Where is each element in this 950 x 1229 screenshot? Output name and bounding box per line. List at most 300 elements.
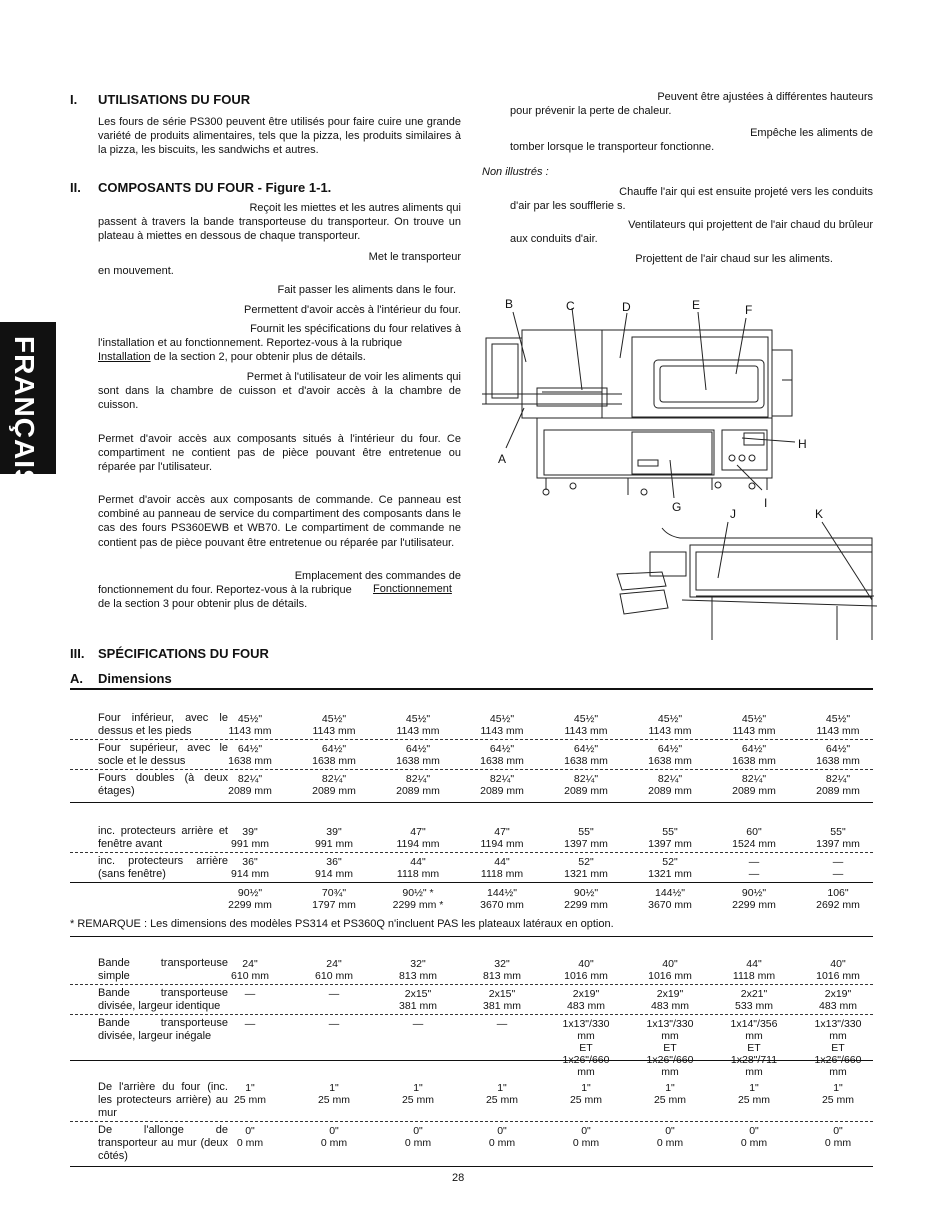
upper-oven-row-cell: [556, 743, 616, 767]
cell-value: 60": [746, 826, 762, 838]
cell-value: 45½": [489, 713, 515, 725]
cell-value: [220, 1030, 280, 1042]
split-equal-row-cell: [724, 988, 784, 1012]
length-cell: [556, 887, 616, 911]
dimensions-heading: [70, 671, 172, 686]
cell-value: 82¼": [321, 773, 347, 785]
cell-value: 1118 mm: [480, 868, 524, 880]
cell-value: —: [328, 988, 340, 1000]
figure-label-j: J: [730, 507, 736, 521]
split-unequal-row-cell: [220, 1018, 280, 1054]
component-compartment: [98, 432, 461, 475]
operation-link[interactable]: Fonctionnement: [373, 583, 452, 595]
section-2-title: COMPOSANTS DU FOUR - Figure 1-1.: [98, 180, 332, 195]
cell-value: 1143 mm: [480, 725, 524, 737]
figure-label-c: C: [566, 299, 575, 313]
cell-value: 0": [581, 1125, 591, 1137]
cell-value: 47": [494, 826, 510, 838]
cell-value: —: [244, 988, 256, 1000]
cell-value: 0 mm: [404, 1137, 432, 1149]
cell-value: ET: [747, 1042, 761, 1054]
split-unequal-row-label: Bande transporteuse divisée, largeur inégale: [98, 1017, 228, 1042]
row-divider: [70, 1121, 873, 1122]
cell-value: 3670 mm: [648, 899, 692, 911]
cell-value: 44": [746, 958, 762, 970]
depth-window-row-cell: [304, 826, 364, 850]
cell-value: 1524 mm: [732, 838, 776, 850]
dimensions-number: A.: [70, 671, 83, 686]
length-cell: [472, 887, 532, 911]
cell-value: 55": [830, 826, 846, 838]
length-cell: [808, 887, 868, 911]
split-equal-row-cell: [388, 988, 448, 1012]
operation-link-holder: [373, 583, 452, 595]
cell-value: 82¼": [825, 773, 851, 785]
split-unequal-row-cell: [724, 1018, 784, 1078]
cell-value: 45½": [741, 713, 767, 725]
cell-value: 0 mm: [236, 1137, 264, 1149]
component-text: sont dans la chambre de cuisson et d'avoir accès à la chambre de cuisson.: [98, 385, 461, 412]
double-oven-row-cell: [304, 773, 364, 797]
length-cell: [220, 887, 280, 911]
cell-value: 1143 mm: [396, 725, 440, 737]
depth-window-row-label: inc. protecteurs arrière et fenêtre avant: [98, 825, 228, 850]
lower-oven-row-label: Four inférieur, avec le dessus et les pieds: [98, 712, 228, 737]
rear-clearance-row-cell: [472, 1082, 532, 1106]
cell-value: 90½" *: [402, 887, 434, 899]
cell-value: [388, 1042, 448, 1054]
right-col-block-4: [510, 218, 873, 246]
right-text: Projettent de l'air chaud sur les aliments.: [635, 253, 833, 265]
lower-oven-row-cell: [808, 713, 868, 737]
cell-value: 1x26"/660 mm: [562, 1054, 610, 1078]
cell-value: 70¾": [321, 887, 347, 899]
rear-clearance-row-cell: [388, 1082, 448, 1106]
double-oven-row-cell: [808, 773, 868, 797]
table-top-rule: [70, 688, 873, 690]
cell-value: 36": [242, 856, 258, 868]
cell-value: 1397 mm: [648, 838, 692, 850]
cell-value: 0 mm: [656, 1137, 684, 1149]
cell-value: 1397 mm: [564, 838, 608, 850]
cell-value: —: [748, 868, 760, 880]
cell-value: 2299 mm: [732, 899, 776, 911]
conveyor-clearance-row-label: De l'allonge de transporteur au mur (deux côtés): [98, 1124, 228, 1162]
depth-window-row-cell: [724, 826, 784, 850]
cell-value: 45½": [573, 713, 599, 725]
split-unequal-row-cell: [640, 1018, 700, 1078]
upper-oven-row-cell: [472, 743, 532, 767]
component-text: de la section 3 pour obtenir plus de détails.: [98, 598, 308, 611]
remark-note: * REMARQUE : Les dimensions des modèles PS314 et PS360Q n'incluent PAS les plateaux latéraux en option.: [70, 918, 614, 930]
right-text: Chauffe l'air qui est ensuite projeté vers les conduits: [619, 186, 873, 198]
cell-value: 0": [497, 1125, 507, 1137]
figure-label-h: H: [798, 437, 807, 451]
cell-value: [388, 1030, 448, 1042]
cell-value: 45½": [657, 713, 683, 725]
split-equal-row-cell: [472, 988, 532, 1012]
depth-window-row-cell: [220, 826, 280, 850]
rear-clearance-row-cell: [640, 1082, 700, 1106]
cell-value: 64½": [489, 743, 515, 755]
cell-value: 64½": [657, 743, 683, 755]
cell-value: —: [244, 1018, 256, 1030]
depth-nowindow-row-cell: [808, 856, 868, 880]
cell-value: 1": [665, 1082, 675, 1094]
right-col-block-5: [510, 252, 833, 266]
cell-value: 2089 mm: [396, 785, 440, 797]
cell-value: 0": [245, 1125, 255, 1137]
cell-value: 45½": [405, 713, 431, 725]
cell-value: 1x28"/711 mm: [730, 1054, 778, 1078]
component-text: Fournit les spécifications du four relatives à: [250, 323, 461, 335]
upper-oven-row-cell: [388, 743, 448, 767]
cell-value: 1": [497, 1082, 507, 1094]
figure-label-b: B: [505, 297, 514, 311]
depth-window-row-cell: [472, 826, 532, 850]
cell-value: 1": [581, 1082, 591, 1094]
cell-value: 1143 mm: [564, 725, 608, 737]
cell-value: 1016 mm: [816, 970, 860, 982]
cell-value: 82¼": [573, 773, 599, 785]
cell-value: 1x14"/356 mm: [730, 1018, 778, 1042]
cell-value: [472, 1030, 532, 1042]
cell-value: 25 mm: [737, 1094, 771, 1106]
right-text: Ventilateurs qui projettent de l'air chaud du brûleur: [628, 219, 873, 231]
cell-value: 45½": [237, 713, 263, 725]
cell-value: 1638 mm: [816, 755, 860, 767]
single-belt-row-cell: [304, 958, 364, 982]
cell-value: 40": [662, 958, 678, 970]
cell-value: 64½": [825, 743, 851, 755]
cell-value: 483 mm: [567, 1000, 605, 1012]
upper-oven-row-label: Four supérieur, avec le socle et le dessus: [98, 742, 228, 767]
cell-value: 483 mm: [819, 1000, 857, 1012]
cell-value: 32": [410, 958, 426, 970]
upper-oven-row-cell: [304, 743, 364, 767]
cell-value: 483 mm: [651, 1000, 689, 1012]
single-belt-row-cell: [556, 958, 616, 982]
depth-nowindow-row-cell: [472, 856, 532, 880]
row-divider: [70, 984, 873, 985]
length-cell: [640, 887, 700, 911]
cell-value: 1x13"/330 mm: [562, 1018, 610, 1042]
cell-value: 381 mm: [399, 1000, 437, 1012]
depth-nowindow-row-cell: [220, 856, 280, 880]
cell-value: 32": [494, 958, 510, 970]
non-illustrated-label: Non illustrés :: [482, 166, 549, 178]
double-oven-row-label: Fours doubles (à deux étages): [98, 772, 228, 797]
component-drive-motor: [98, 250, 461, 278]
right-text: d'air par les soufflerie s.: [510, 200, 626, 213]
cell-value: 2x19": [824, 988, 852, 1000]
depth-window-row-cell: [388, 826, 448, 850]
cell-value: 914 mm: [315, 868, 353, 880]
figure-label-i: I: [764, 496, 768, 510]
rear-clearance-row-cell: [304, 1082, 364, 1106]
conveyor-clearance-row-cell: [640, 1125, 700, 1149]
cell-value: 0": [749, 1125, 759, 1137]
cell-value: 2089 mm: [648, 785, 692, 797]
installation-link[interactable]: Installation: [98, 351, 151, 364]
cell-value: 25 mm: [821, 1094, 855, 1106]
single-belt-row-cell: [388, 958, 448, 982]
cell-value: 55": [662, 826, 678, 838]
single-belt-row-cell: [472, 958, 532, 982]
length-cell: [304, 887, 364, 911]
section-1-number: I.: [70, 92, 78, 107]
lower-oven-row-cell: [304, 713, 364, 737]
rear-clearance-row-cell: [724, 1082, 784, 1106]
cell-value: 914 mm: [231, 868, 269, 880]
split-equal-row-cell: [556, 988, 616, 1012]
cell-value: 25 mm: [569, 1094, 603, 1106]
cell-value: [304, 1030, 364, 1042]
row-divider: [70, 852, 873, 853]
cell-value: 44": [494, 856, 510, 868]
row-divider: [70, 1014, 873, 1015]
cell-value: 0 mm: [320, 1137, 348, 1149]
cell-value: 24": [242, 958, 258, 970]
cell-value: 39": [242, 826, 258, 838]
component-crumb-tray: [98, 201, 461, 244]
section-rule: [70, 882, 873, 883]
cell-value: 2692 mm: [816, 899, 860, 911]
cell-value: 2089 mm: [228, 785, 272, 797]
cell-value: 2089 mm: [732, 785, 776, 797]
figure-label-k: K: [815, 507, 824, 521]
right-col-block-2: [510, 126, 873, 154]
cell-value: 82¼": [405, 773, 431, 785]
component-text: Permet à l'utilisateur de voir les aliments qui: [246, 371, 461, 383]
lower-oven-row-cell: [556, 713, 616, 737]
lower-oven-row-cell: [724, 713, 784, 737]
cell-value: ET: [663, 1042, 677, 1054]
split-unequal-row-cell: [808, 1018, 868, 1078]
right-col-block-1: [510, 90, 873, 118]
cell-value: 610 mm: [315, 970, 353, 982]
section-rule: [70, 1060, 873, 1061]
conveyor-clearance-row-cell: [220, 1125, 280, 1149]
split-unequal-row-cell: [472, 1018, 532, 1054]
depth-window-row-cell: [808, 826, 868, 850]
cell-value: 2089 mm: [816, 785, 860, 797]
cell-value: 52": [662, 856, 678, 868]
row-divider: [70, 739, 873, 740]
figure-label-e: E: [692, 298, 701, 312]
cell-value: 25 mm: [317, 1094, 351, 1106]
component-control-panel: [98, 493, 461, 550]
cell-value: 82¼": [489, 773, 515, 785]
cell-value: 1": [245, 1082, 255, 1094]
section-3-number: III.: [70, 646, 85, 661]
cell-value: 0 mm: [824, 1137, 852, 1149]
single-belt-row-cell: [220, 958, 280, 982]
depth-nowindow-row-cell: [724, 856, 784, 880]
component-data-plate: [98, 322, 461, 365]
cell-value: 991 mm: [315, 838, 353, 850]
cell-value: 25 mm: [233, 1094, 267, 1106]
cell-value: 2x15": [488, 988, 516, 1000]
section-rule: [70, 1166, 873, 1167]
section-1-title: UTILISATIONS DU FOUR: [98, 92, 251, 107]
right-col-block-3: [510, 185, 873, 213]
rear-clearance-row-cell: [556, 1082, 616, 1106]
cell-value: 25 mm: [401, 1094, 435, 1106]
component-text: Permet d'avoir accès aux composants situés à l'intérieur du four. Ce compartiment ne contient pas de pièce pouvant être entretenue ou réparée par l'utilisateur.: [98, 433, 461, 474]
cell-value: 1016 mm: [564, 970, 608, 982]
figure-label-d: D: [622, 300, 631, 314]
conveyor-clearance-row-cell: [724, 1125, 784, 1149]
right-text: aux conduits d'air.: [510, 233, 598, 246]
cell-value: 45½": [825, 713, 851, 725]
cell-value: 1321 mm: [648, 868, 692, 880]
cell-value: 25 mm: [653, 1094, 687, 1106]
cell-value: 1x13"/330 mm: [646, 1018, 694, 1042]
rear-clearance-row-label: De l'arrière du four (inc. les protecteurs arrière) au mur: [98, 1081, 228, 1119]
cell-value: 2299 mm *: [392, 899, 444, 911]
section-2-number: II.: [70, 180, 81, 195]
cell-value: 144½": [486, 887, 517, 899]
split-unequal-row-cell: [388, 1018, 448, 1054]
cell-value: 991 mm: [231, 838, 269, 850]
cell-value: 2089 mm: [480, 785, 524, 797]
cell-value: 106": [827, 887, 849, 899]
rear-clearance-row-cell: [220, 1082, 280, 1106]
component-text: passent à travers la bande transporteuse du transporteur. On trouve un plateau à miettes en dessous de chaque transporteur.: [98, 216, 461, 243]
right-text: tomber lorsque le transporteur fonctionne.: [510, 141, 715, 154]
cell-value: 610 mm: [231, 970, 269, 982]
cell-value: 64½": [405, 743, 431, 755]
cell-value: —: [496, 1018, 508, 1030]
lower-oven-row-cell: [220, 713, 280, 737]
cell-value: 40": [830, 958, 846, 970]
right-text: Peuvent être ajustées à différentes hauteurs: [657, 91, 873, 103]
cell-value: 64½": [321, 743, 347, 755]
cell-value: 1638 mm: [648, 755, 692, 767]
cell-value: [220, 1000, 280, 1012]
single-belt-row-cell: [724, 958, 784, 982]
cell-value: 1118 mm: [732, 970, 776, 982]
language-tab: [0, 322, 56, 489]
single-belt-row-cell: [640, 958, 700, 982]
figure-label-f: F: [745, 303, 753, 317]
cell-value: 0": [329, 1125, 339, 1137]
component-text: Met le transporteur: [368, 251, 461, 263]
component-text: Emplacement des commandes de: [294, 570, 461, 582]
cell-value: 2x15": [404, 988, 432, 1000]
split-equal-row-cell: [304, 988, 364, 1012]
conveyor-clearance-row-cell: [808, 1125, 868, 1149]
cell-value: 82¼": [741, 773, 767, 785]
split-unequal-row-cell: [304, 1018, 364, 1054]
cell-value: 90½": [573, 887, 599, 899]
cell-value: 64½": [741, 743, 767, 755]
cell-value: 36": [326, 856, 342, 868]
cell-value: 1194 mm: [396, 838, 440, 850]
component-text: l'installation et au fonctionnement. Reportez-vous à la rubrique: [98, 337, 403, 350]
cell-value: 2x19": [656, 988, 684, 1000]
conveyor-clearance-row-cell: [304, 1125, 364, 1149]
oven-window: [654, 360, 764, 408]
depth-nowindow-row-cell: [640, 856, 700, 880]
cell-value: 1194 mm: [480, 838, 524, 850]
cell-value: 0 mm: [740, 1137, 768, 1149]
component-end-plugs: [98, 303, 461, 317]
lower-oven-row-cell: [640, 713, 700, 737]
cell-value: 1": [749, 1082, 759, 1094]
component-conveyor: [98, 283, 456, 297]
section-2-heading: [70, 180, 331, 195]
cell-value: 45½": [321, 713, 347, 725]
split-equal-row-label: Bande transporteuse divisée, largeur identique: [98, 987, 228, 1012]
depth-nowindow-row-cell: [388, 856, 448, 880]
cell-value: 1": [833, 1082, 843, 1094]
cell-value: 55": [578, 826, 594, 838]
upper-oven-row-cell: [724, 743, 784, 767]
figure-label-a: A: [498, 452, 507, 466]
cell-value: 64½": [573, 743, 599, 755]
cell-value: 0": [833, 1125, 843, 1137]
cell-value: ET: [831, 1042, 845, 1054]
cell-value: [304, 1042, 364, 1054]
upper-oven-row-cell: [640, 743, 700, 767]
cell-value: [472, 1042, 532, 1054]
depth-nowindow-row-label: inc. protecteurs arrière (sans fenêtre): [98, 855, 228, 880]
length-cell: [388, 887, 448, 911]
double-oven-row-cell: [388, 773, 448, 797]
cell-value: 813 mm: [399, 970, 437, 982]
cell-value: 0 mm: [572, 1137, 600, 1149]
double-oven-row-cell: [472, 773, 532, 797]
cell-value: 24": [326, 958, 342, 970]
section-1-heading: [70, 92, 250, 107]
component-text: Permettent d'avoir accès à l'intérieur du four.: [244, 304, 461, 316]
cell-value: 1": [329, 1082, 339, 1094]
cell-value: 39": [326, 826, 342, 838]
cell-value: —: [748, 856, 760, 868]
cell-value: 47": [410, 826, 426, 838]
upper-oven-row-cell: [808, 743, 868, 767]
cell-value: 813 mm: [483, 970, 521, 982]
single-belt-row-label: Bande transporteuse simple: [98, 957, 228, 982]
cell-value: —: [412, 1018, 424, 1030]
split-equal-row-cell: [220, 988, 280, 1012]
conveyor-clearance-row-cell: [388, 1125, 448, 1149]
component-text: de la section 2, pour obtenir plus de détails.: [150, 351, 366, 364]
double-oven-row-cell: [724, 773, 784, 797]
component-text: Permet d'avoir accès aux composants de commande. Ce panneau est combiné au panneau de service du compartiment des composants dans le cas des fours PS360EWB et WB70. Le compartiment de commande ne contient pas de pièce pouvant être entretenue ou réparée par l'utilisateur.: [98, 494, 461, 549]
conveyor-clearance-row-cell: [556, 1125, 616, 1149]
component-window: [98, 370, 461, 413]
figure-label-g: G: [672, 500, 682, 514]
cell-value: 1143 mm: [228, 725, 272, 737]
cell-value: 1638 mm: [312, 755, 356, 767]
cell-value: 90½": [237, 887, 263, 899]
section-3-title: SPÉCIFICATIONS DU FOUR: [98, 646, 269, 661]
cell-value: 40": [578, 958, 594, 970]
dimensions-title: Dimensions: [98, 671, 172, 686]
cell-value: 1638 mm: [228, 755, 272, 767]
cell-value: 1143 mm: [312, 725, 356, 737]
cell-value: 1321 mm: [564, 868, 608, 880]
cell-value: 2089 mm: [564, 785, 608, 797]
lower-oven-row-cell: [388, 713, 448, 737]
cell-value: 82¼": [237, 773, 263, 785]
depth-window-row-cell: [556, 826, 616, 850]
cell-value: 1x26"/660 mm: [646, 1054, 694, 1078]
cell-value: 2299 mm: [564, 899, 608, 911]
